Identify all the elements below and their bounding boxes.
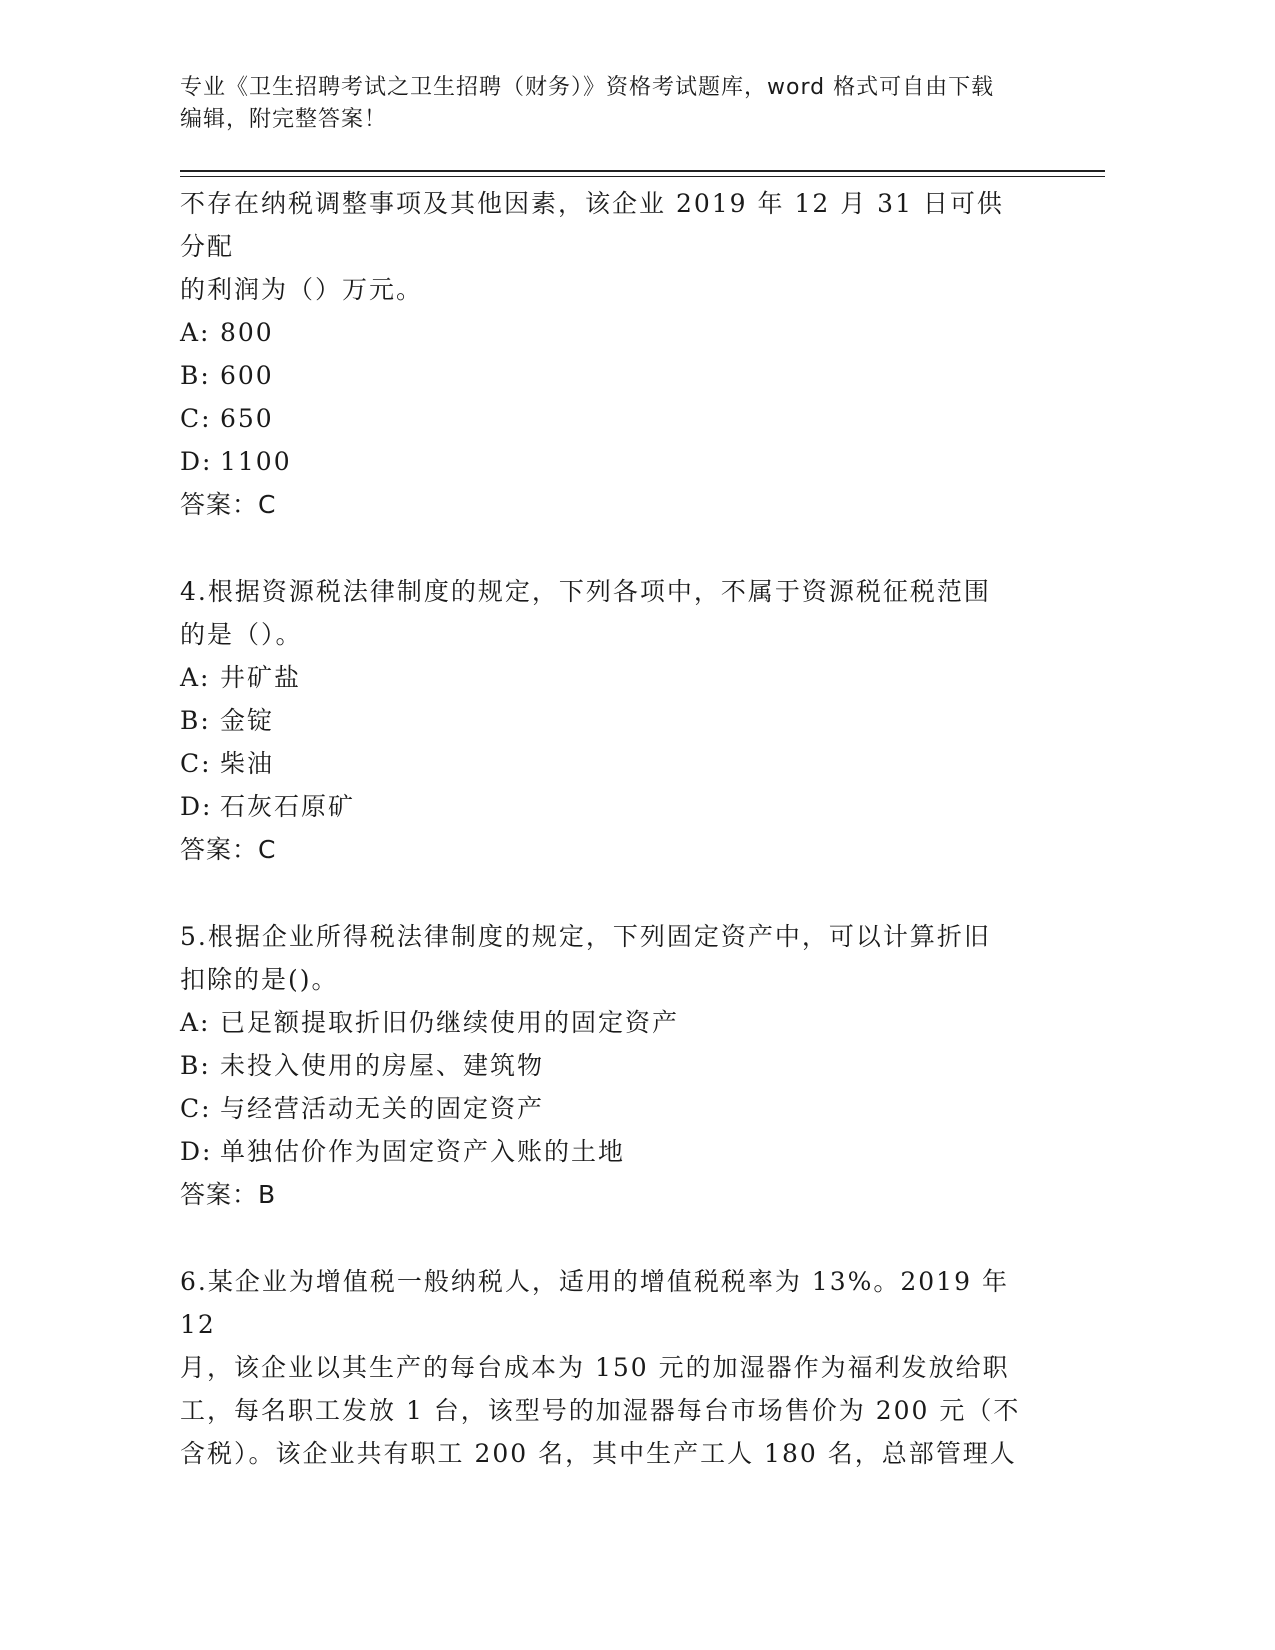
question-text-line: 6.某企业为增值税一般纳税人，适用的增值税税率为 13%。2019 年 12	[180, 1267, 1009, 1339]
document-header	[180, 72, 1080, 136]
option-a	[180, 311, 1030, 354]
option-label: C:	[180, 749, 212, 778]
option-label: D:	[180, 447, 213, 476]
option-text: 井矿盐	[220, 663, 302, 692]
option-label: D:	[180, 792, 213, 821]
option-text: 与经营活动无关的固定资产	[220, 1094, 545, 1123]
question-4	[180, 570, 1030, 871]
option-d	[180, 440, 1030, 483]
option-a	[180, 1001, 1030, 1044]
option-label: B:	[180, 706, 211, 735]
option-text: 800	[220, 318, 274, 347]
option-c	[180, 397, 1030, 440]
option-d	[180, 785, 1030, 828]
question-text-line: 4.根据资源税法律制度的规定，下列各项中，不属于资源税征税范围	[180, 577, 991, 606]
question-text-line: 含税）。该企业共有职工 200 名，其中生产工人 180 名，总部管理人	[180, 1439, 1017, 1468]
option-label: A:	[180, 1008, 211, 1037]
answer: 答案：C	[180, 490, 277, 519]
option-a	[180, 656, 1030, 699]
option-c	[180, 742, 1030, 785]
option-c	[180, 1087, 1030, 1130]
option-label: C:	[180, 1094, 212, 1123]
question-text-line: 5.根据企业所得税法律制度的规定，下列固定资产中，可以计算折旧	[180, 922, 991, 951]
question-text-line: 的利润为（）万元。	[180, 275, 424, 304]
option-label: A:	[180, 663, 211, 692]
header-divider-thin	[180, 176, 1105, 177]
answer: 答案：C	[180, 835, 277, 864]
option-text: 1100	[220, 447, 292, 476]
option-text: 石灰石原矿	[220, 792, 356, 821]
option-b	[180, 699, 1030, 742]
option-text: 单独估价作为固定资产入账的土地	[220, 1137, 626, 1166]
option-label: D:	[180, 1137, 213, 1166]
answer: 答案：B	[180, 1180, 277, 1209]
header-line-1: 专业《卫生招聘考试之卫生招聘（财务）》资格考试题库，word 格式可自由下载	[180, 75, 995, 100]
option-label: A:	[180, 318, 211, 347]
question-text-line: 扣除的是()。	[180, 965, 339, 994]
question-3-tail	[180, 182, 1030, 526]
question-text-line: 的是（）。	[180, 620, 303, 649]
header-divider-thick	[180, 170, 1105, 172]
option-text: 柴油	[220, 749, 275, 778]
option-text: 已足额提取折旧仍继续使用的固定资产	[220, 1008, 680, 1037]
option-text: 650	[220, 404, 274, 433]
option-text: 600	[220, 361, 274, 390]
option-b	[180, 354, 1030, 397]
header-line-2: 编辑，附完整答案！	[180, 107, 388, 132]
question-text-line: 月，该企业以其生产的每台成本为 150 元的加湿器作为福利发放给职	[180, 1353, 1010, 1382]
option-b	[180, 1044, 1030, 1087]
question-text-line: 工，每名职工发放 1 台，该型号的加湿器每台市场售价为 200 元（不	[180, 1396, 1021, 1425]
option-label: C:	[180, 404, 212, 433]
option-d	[180, 1130, 1030, 1173]
option-label: B:	[180, 361, 211, 390]
option-label: B:	[180, 1051, 211, 1080]
option-text: 未投入使用的房屋、建筑物	[220, 1051, 545, 1080]
question-5	[180, 915, 1030, 1216]
question-6	[180, 1260, 1030, 1475]
option-text: 金锭	[220, 706, 275, 735]
question-text-line: 不存在纳税调整事项及其他因素，该企业 2019 年 12 月 31 日可供分配	[180, 189, 1004, 261]
question-content	[180, 182, 1030, 1475]
